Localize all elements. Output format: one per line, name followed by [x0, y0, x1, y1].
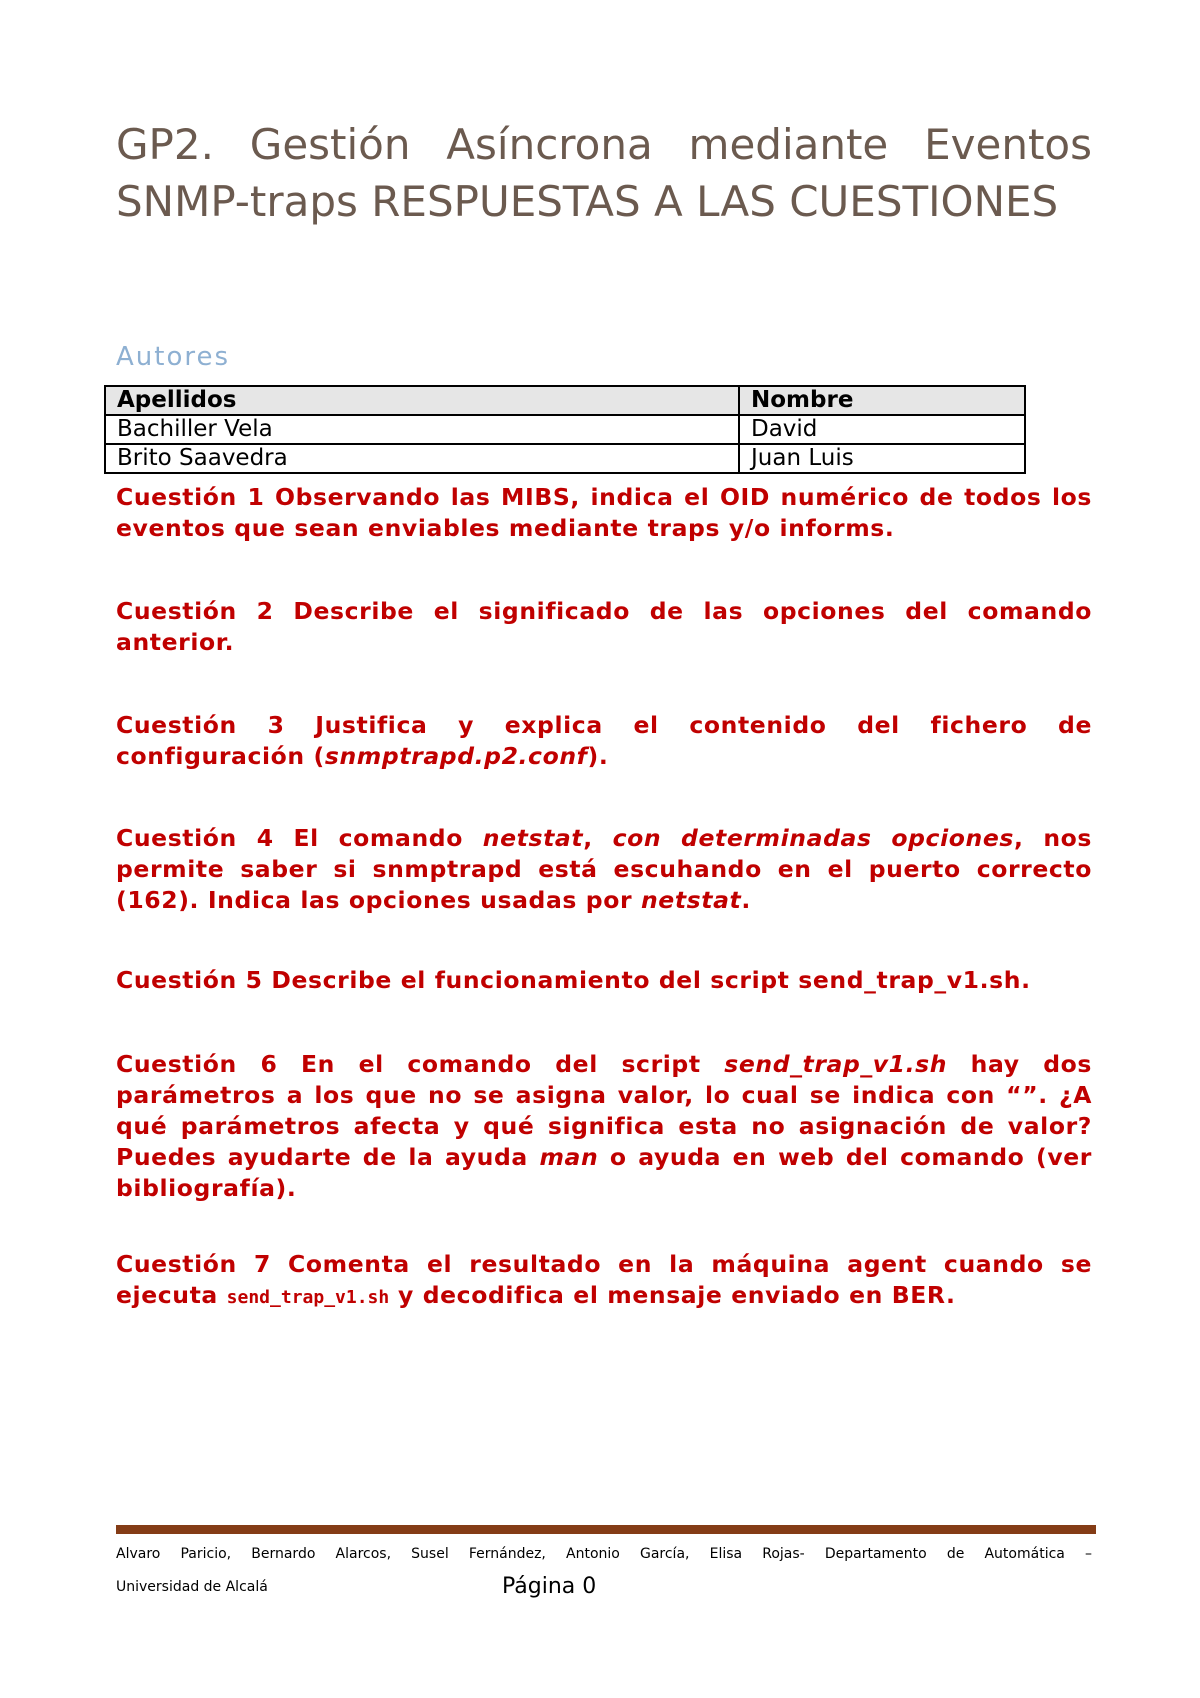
column-header-nombre: Nombre — [739, 386, 1025, 415]
page-number: Página 0 — [502, 1574, 597, 1599]
document-title: GP2. Gestión Asíncrona mediante Eventos SNMP-traps RESPUESTAS A LAS CUESTIONES — [116, 120, 1092, 226]
page-footer — [116, 1538, 1092, 1604]
cell-nombre: David — [739, 415, 1025, 444]
question-6-text-end: o ayuda en web del comando (ver bibliografía). — [116, 1143, 1092, 1202]
column-header-apellidos: Apellidos — [105, 386, 739, 415]
footer-divider — [116, 1525, 1096, 1534]
table-row — [105, 444, 1025, 473]
table-row — [105, 415, 1025, 444]
table-header-row — [105, 386, 1025, 415]
cell-apellidos: Bachiller Vela — [105, 415, 739, 444]
command-name: netstat — [640, 886, 742, 914]
question-1: Cuestión 1 Observando las MIBS, indica el OID numérico de todos los eventos que sean enviables mediante traps y/o informs. — [116, 483, 1092, 542]
question-4-text: Cuestión 4 El comando — [116, 824, 483, 852]
question-4 — [116, 823, 1092, 916]
question-6-text: Cuestión 6 En el comando del script — [116, 1050, 725, 1078]
authors-table — [104, 385, 1026, 474]
question-6-text: hay dos parámetros a los que no se asigna valor, lo cual se indica con “”. ¿A qué parámetros afecta y qué significa esta no asignación de valor? Puedes ayudarte de la ayuda — [116, 1050, 1092, 1171]
question-4-text: , — [583, 824, 613, 852]
config-file-name: snmptrapd.p2.conf — [324, 742, 588, 770]
question-5: Cuestión 5 Describe el funcionamiento del script send_trap_v1.sh. — [116, 966, 1031, 994]
question-4-text-end: . — [741, 886, 751, 914]
question-3-text-end: ). — [587, 742, 609, 770]
question-3 — [116, 710, 1092, 772]
command-options-text: con determinadas opciones — [612, 824, 1014, 852]
question-4-text: , nos permite saber si snmptrapd está escuhando en el puerto correcto (162). Indica las opciones usadas por — [116, 824, 1092, 914]
cell-apellidos: Brito Saavedra — [105, 444, 739, 473]
script-name: send_trap_v1.sh — [724, 1050, 948, 1078]
question-7-text-end: y decodifica el mensaje enviado en BER. — [389, 1281, 956, 1309]
man-reference: man — [539, 1143, 599, 1171]
cell-nombre: Juan Luis — [739, 444, 1025, 473]
question-7-text: Cuestión 7 Comenta el resultado en la máquina agent cuando se ejecuta — [116, 1250, 1092, 1309]
authors-heading: Autores — [116, 342, 231, 372]
footer-line-2 — [116, 1571, 1092, 1604]
question-2: Cuestión 2 Describe el significado de las opciones del comando anterior. — [116, 597, 1092, 656]
script-code: send_trap_v1.sh — [226, 1287, 390, 1308]
footer-university: Universidad de Alcalá — [116, 1579, 268, 1595]
question-7 — [116, 1249, 1092, 1313]
question-6 — [116, 1049, 1092, 1204]
footer-authors: Alvaro Paricio, Bernardo Alarcos, Susel Fernández, Antonio García, Elisa Rojas- Departamento de Automática – — [116, 1546, 1092, 1562]
question-3-text: Cuestión 3 Justifica y explica el contenido del fichero de configuración ( — [116, 711, 1092, 770]
command-name: netstat — [482, 824, 584, 852]
